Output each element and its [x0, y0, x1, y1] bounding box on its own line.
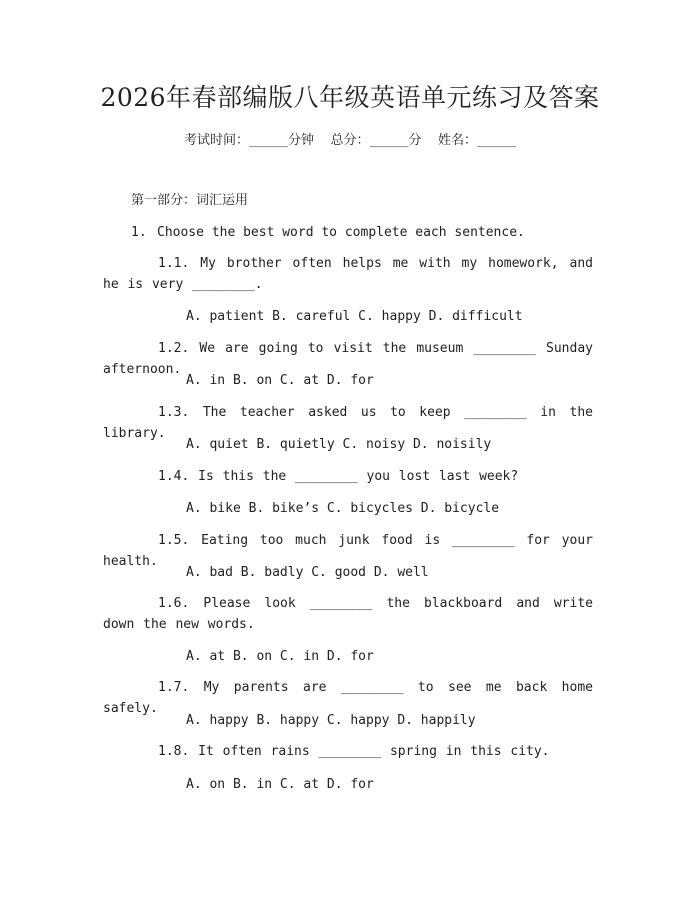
section-heading: 第一部分：词汇运用: [131, 193, 249, 208]
question-options: A. bike B. bike’s C. bicycles D. bicycle: [186, 501, 500, 516]
question-options: A. bad B. badly C. good D. well: [186, 565, 429, 580]
question-text: 1.6. Please look ________ the blackboard and write down the new words.: [103, 596, 593, 632]
question-text: 1.7. My parents are ________ to see me back home safely.: [103, 680, 593, 716]
question-options: A. happy B. happy C. happy D. happily: [186, 713, 476, 728]
question-text: 1.4. Is this the ________ you lost last week?: [158, 469, 519, 484]
instruction-text: Choose the best word to complete each sentence.: [157, 225, 525, 240]
question-text: 1.8. It often rains ________ spring in this city.: [158, 744, 550, 759]
question-options: A. on B. in C. at D. for: [186, 777, 374, 792]
instruction-line: [131, 224, 525, 242]
instruction-number: 1.: [131, 225, 147, 240]
question-options: A. quiet B. quietly C. noisy D. noisily: [186, 437, 492, 452]
question-text: 1.5. Eating too much junk food is ________ for your health.: [103, 533, 593, 569]
question-text: 1.3. The teacher asked us to keep ________ in the library.: [103, 405, 593, 441]
page-title: 2026年春部编版八年级英语单元练习及答案: [100, 83, 600, 112]
question-text: 1.1. My brother often helps me with my homework, and he is very ________.: [103, 256, 593, 292]
question-options: A. in B. on C. at D. for: [186, 373, 374, 388]
question-text: 1.2. We are going to visit the museum ________ Sunday afternoon.: [103, 341, 593, 377]
question-options: A. patient B. careful C. happy D. difficult: [186, 309, 523, 324]
exam-info-line: 考试时间：______分钟 总分：______分 姓名：______: [183, 133, 517, 148]
question-options: A. at B. on C. in D. for: [186, 649, 374, 664]
